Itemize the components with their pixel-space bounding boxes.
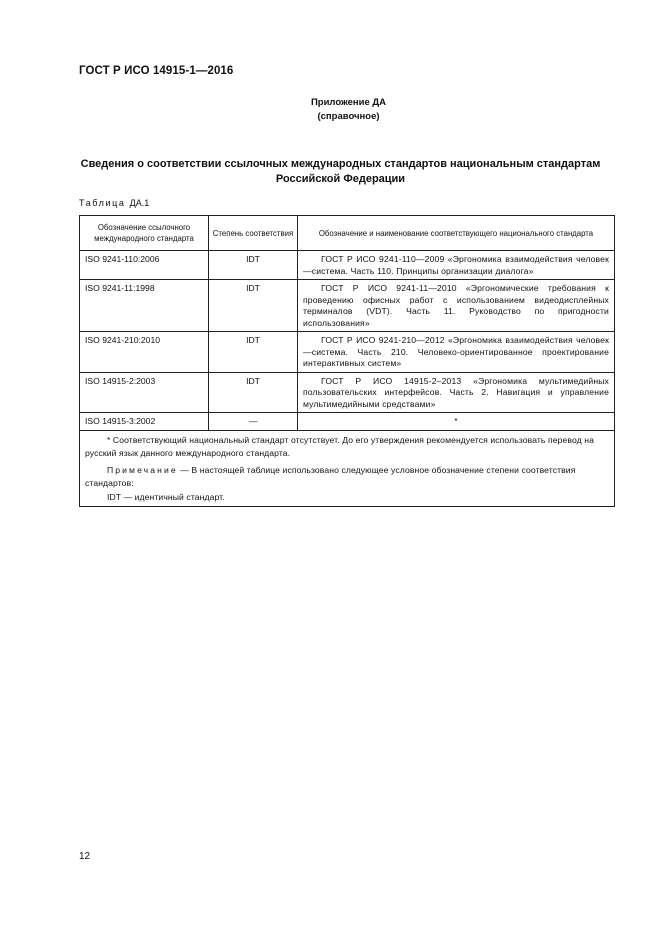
page-number: 12 (79, 851, 91, 862)
cell-degree: IDT (209, 280, 298, 332)
table-caption-prefix: Таблица (79, 198, 126, 208)
document-id: ГОСТ Р ИСО 14915-1—2016 (79, 65, 234, 77)
standards-correspondence-table (79, 215, 615, 507)
cell-ref: ISO 9241-11:1998 (80, 280, 209, 332)
note-label: Примечание (107, 464, 178, 475)
table-row (80, 280, 615, 332)
appendix-kind: (справочное) (317, 111, 380, 122)
appendix-label: Приложение ДА (310, 97, 387, 108)
cell-national: ГОСТ Р ИСО 9241-210—2012 «Эргономика взаимодействия человек—система. Часть 210. Человеко-ориентированное проектирование интерактивных систем» (298, 332, 615, 373)
cell-ref: ISO 9241-210:2010 (80, 332, 209, 373)
table-caption-number: ДА.1 (129, 198, 150, 208)
table-caption (79, 198, 149, 208)
cell-national: * (298, 413, 615, 431)
header-national-standard: Обозначение и наименование соответствующего национального стандарта (298, 216, 615, 251)
table-row (80, 251, 615, 280)
section-title-line-1: Сведения о соответствии ссылочных международных стандартов национальным стандартам (80, 158, 601, 170)
cell-degree: IDT (209, 332, 298, 373)
table-header-row (80, 216, 615, 251)
section-title (70, 157, 611, 187)
cell-national: ГОСТ Р ИСО 9241-11—2010 «Эргономические требования к проведению офисных работ с использованием видеодисплейных терминалов (VDT). Часть 11. Руководство по пригодности использования» (298, 280, 615, 332)
cell-degree: — (209, 413, 298, 431)
footnote-text: * Соответствующий национальный стандарт отсутствует. До его утверждения рекомендуется использовать перевод на русский язык данного международного стандарта. (85, 434, 594, 458)
cell-national: ГОСТ Р ИСО 14915-2–2013 «Эргономика мультимедийных пользовательских интерфейсов. Часть 2. Навигация и управление мультимедийными средствами» (298, 372, 615, 413)
table-footnotes (80, 430, 615, 507)
cell-national: ГОСТ Р ИСО 9241-110—2009 «Эргономика взаимодействия человек—система. Часть 110. Принципы организации диалога» (298, 251, 615, 280)
appendix-heading (0, 96, 661, 124)
section-title-line-2: Российской Федерации (275, 173, 406, 185)
table-footnotes-row (80, 430, 615, 507)
header-degree: Степень соответствия (209, 216, 298, 251)
cell-degree: IDT (209, 251, 298, 280)
table-row (80, 413, 615, 431)
table-note (85, 464, 609, 491)
note-text: — В настоящей таблице использовано следующее условное обозначение степени соответствия стандартов: (85, 464, 576, 488)
cell-ref: ISO 14915-2:2003 (80, 372, 209, 413)
table-row (80, 372, 615, 413)
header-international-standard: Обозначение ссылочного международного стандарта (80, 216, 209, 251)
cell-ref: ISO 14915-3:2002 (80, 413, 209, 431)
cell-ref: ISO 9241-110:2006 (80, 251, 209, 280)
table-row (80, 332, 615, 373)
cell-degree: IDT (209, 372, 298, 413)
note-item: IDT — идентичный стандарт. (107, 491, 225, 502)
